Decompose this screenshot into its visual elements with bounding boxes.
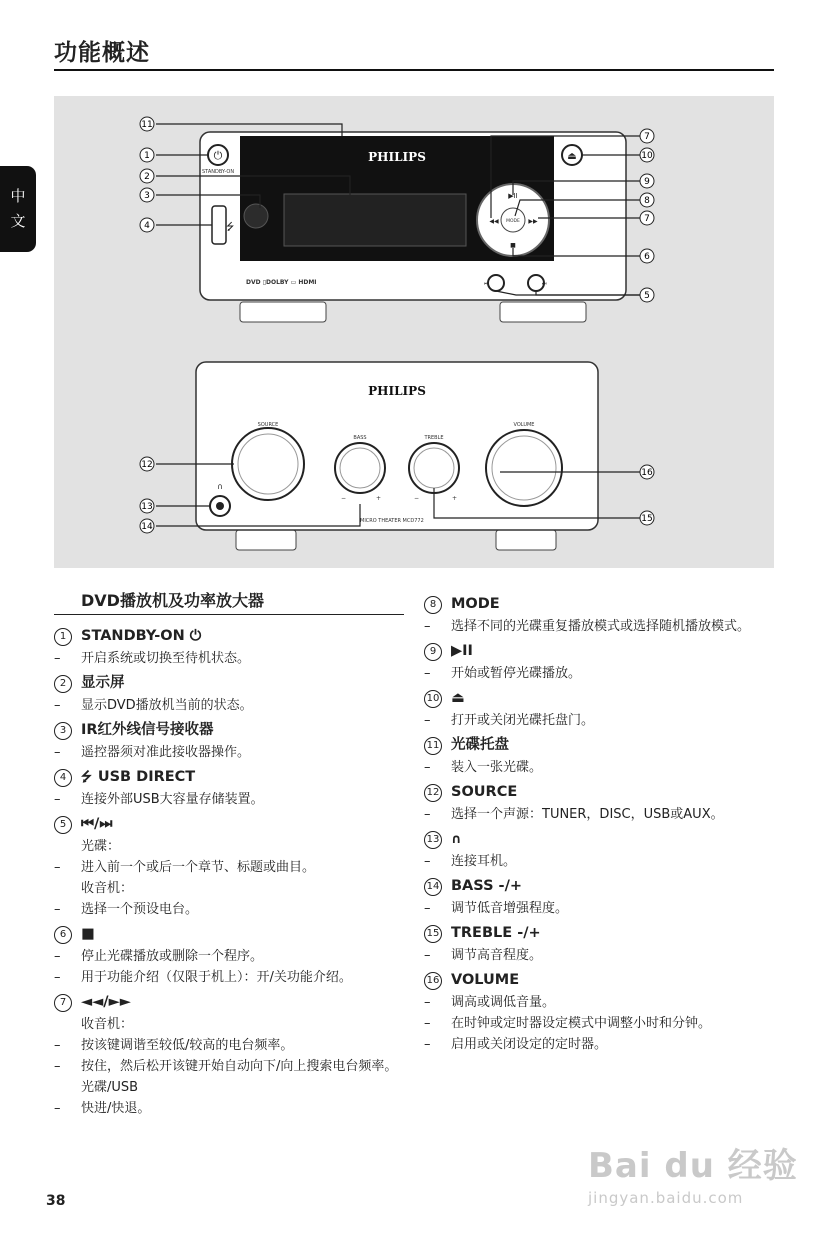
feature-description: – 按住，然后松开该键开始自动向下/向上搜索电台频率。 (54, 1056, 404, 1077)
callout-15: 15 (641, 514, 653, 524)
section-title: DVD播放机及功率放大器 (54, 590, 404, 615)
feature-description: 收音机： (81, 881, 134, 896)
feature-description: – 调高或调低音量。 (424, 992, 774, 1013)
feature-number: 16 (424, 972, 442, 990)
feature-title: VOLUME (451, 972, 520, 988)
feature-description: – 按该键调谐至较低/较高的电台频率。 (54, 1035, 404, 1056)
power-icon: ⏻ (213, 149, 223, 162)
feature-title: USB DIRECT (97, 769, 196, 785)
feature-description: – 调节高音程度。 (424, 945, 774, 966)
feature-description: – 装入一张光碟。 (424, 757, 774, 778)
volume-label: VOLUME (513, 422, 535, 428)
callout-10: 10 (641, 151, 653, 161)
feature-title: 显示屏 (81, 675, 125, 691)
bass-label: BASS (353, 435, 367, 441)
page-title: 功能概述 (54, 40, 150, 66)
feature-heading (424, 969, 774, 992)
feature-title: ⏮/⏭ (81, 816, 113, 832)
treble-label: TREBLE (424, 435, 444, 441)
svg-text:+: + (376, 495, 382, 502)
feature-description: – 快进/快退。 (54, 1098, 404, 1119)
feature-heading (54, 766, 404, 789)
feature-title: IR红外线信号接收器 (81, 722, 214, 738)
usb-icon: ⭍ (81, 770, 92, 785)
headphones-icon: ∩ (451, 832, 462, 847)
svg-text:+: + (452, 495, 458, 502)
feature-heading (424, 875, 774, 898)
feature-number: 9 (424, 643, 442, 661)
model-label: MICRO THEATER MCD772 (360, 518, 424, 524)
rewind-icon: ◀◀ (489, 218, 499, 225)
top-brand: PHILIPS (368, 150, 426, 164)
mode-label: MODE (506, 219, 520, 224)
feature-heading (54, 991, 404, 1014)
callout-11: 11 (141, 120, 153, 130)
feature-heading (424, 734, 774, 757)
callout-7b: 7 (644, 214, 650, 224)
feature-description: – 调节低音增强程度。 (424, 898, 774, 919)
feature-description: – 停止光碟播放或删除一个程序。 (54, 946, 404, 967)
feature-number: 12 (424, 784, 442, 802)
feature-title: TREBLE -/+ (451, 925, 541, 941)
feature-description: – 遥控器须对准此接收器操作。 (54, 742, 404, 763)
language-tab (0, 166, 36, 252)
feature-description: – 连接耳机。 (424, 851, 774, 872)
device-drawing (54, 96, 774, 568)
language-tab-char-2: 文 (10, 212, 26, 230)
feature-title: BASS -/+ (451, 878, 523, 894)
previous-icon: ⏮ (484, 281, 489, 287)
feature-heading (424, 687, 774, 710)
feature-heading (54, 813, 404, 836)
callout-3: 3 (144, 191, 150, 201)
feature-number: 4 (54, 769, 72, 787)
feature-title: ▶II (451, 643, 473, 659)
display-screen (284, 194, 466, 246)
feature-description: – 选择一个声源：TUNER，DISC，USB或AUX。 (424, 804, 774, 825)
feature-description: – 打开或关闭光碟托盘门。 (424, 710, 774, 731)
feature-heading (54, 672, 404, 695)
callout-4: 4 (144, 221, 150, 231)
feature-title: STANDBY-ON ⏻ (81, 628, 202, 644)
feature-number: 11 (424, 737, 442, 755)
device-illustration (54, 96, 774, 568)
callout-6: 6 (644, 252, 650, 262)
feature-title: ◄◄/►► (81, 994, 131, 1010)
feature-description: – 进入前一个或后一个章节、标题或曲目。 (54, 857, 404, 878)
page-number: 38 (46, 1193, 66, 1209)
feature-heading (424, 781, 774, 804)
svg-text:−: − (414, 495, 420, 502)
feature-heading (54, 719, 404, 742)
watermark (588, 1138, 798, 1207)
feature-heading (424, 922, 774, 945)
play-pause-icon: ▶II (508, 192, 518, 200)
callout-16: 16 (641, 468, 653, 478)
usb-port (212, 206, 226, 244)
standby-label: STANDBY-ON (202, 169, 235, 175)
feature-description: 光碟： (81, 839, 121, 854)
feature-description: – 用于功能介绍（仅限于机上）：开/关功能介绍。 (54, 967, 404, 988)
next-icon: ⏭ (542, 281, 547, 287)
feature-number: 2 (54, 675, 72, 693)
right-column (424, 590, 774, 1055)
ir-sensor (244, 204, 268, 228)
forward-icon: ▶▶ (528, 218, 538, 225)
eject-icon: ⏏ (567, 151, 577, 162)
bottom-brand: PHILIPS (368, 384, 426, 398)
feature-description: 收音机： (81, 1017, 134, 1032)
feature-title: ■ (81, 926, 95, 942)
feature-description: – 在时钟或定时器设定模式中调整小时和分钟。 (424, 1013, 774, 1034)
feature-heading (54, 923, 404, 946)
feature-description: – 开始或暂停光碟播放。 (424, 663, 774, 684)
feature-title: 光碟托盘 (451, 737, 509, 753)
feature-heading (54, 625, 404, 648)
feature-description: 光碟/USB (81, 1080, 139, 1095)
feature-title: MODE (451, 596, 500, 612)
callout-12: 12 (141, 460, 153, 470)
language-tab-char-1: 中 (10, 187, 26, 205)
left-item-list (54, 625, 404, 1119)
dvd-player-unit (200, 132, 626, 322)
feature-number: 8 (424, 596, 442, 614)
callout-1: 1 (144, 151, 150, 161)
feature-number: 1 (54, 628, 72, 646)
feature-description: – 选择一个预设电台。 (54, 899, 404, 920)
feature-description: – 开启系统或切换至待机状态。 (54, 648, 404, 669)
feature-number: 15 (424, 925, 442, 943)
feature-number: 14 (424, 878, 442, 896)
feature-number: 7 (54, 994, 72, 1012)
callout-9: 9 (644, 177, 650, 187)
headphones-icon: ∩ (217, 482, 223, 491)
feature-number: 6 (54, 926, 72, 944)
callout-2: 2 (144, 172, 150, 182)
feature-number: 5 (54, 816, 72, 834)
callout-13: 13 (141, 502, 153, 512)
callout-7a: 7 (644, 132, 650, 142)
amplifier-unit (196, 362, 598, 550)
callout-5: 5 (644, 291, 650, 301)
feature-description: – 连接外部USB大容量存储装置。 (54, 789, 404, 810)
title-divider (54, 69, 774, 71)
feature-title: ⏏ (451, 690, 465, 706)
left-column (54, 590, 404, 1119)
feature-heading (424, 593, 774, 616)
svg-text:−: − (341, 495, 347, 502)
feature-number: 13 (424, 831, 442, 849)
callout-14: 14 (141, 522, 153, 532)
feature-heading (424, 640, 774, 663)
source-label: SOURCE (257, 422, 279, 428)
right-item-list (424, 593, 774, 1055)
usb-icon: ⭍ (226, 222, 235, 233)
feature-heading (424, 828, 774, 851)
stop-icon: ■ (510, 242, 516, 249)
feature-description: – 选择不同的光碟重复播放模式或选择随机播放模式。 (424, 616, 774, 637)
watermark-url: jingyan.baidu.com (588, 1189, 744, 1207)
feature-description: – 启用或关闭设定的定时器。 (424, 1034, 774, 1055)
logo-strip: DVD ▯DOLBY ▭ HDMI (246, 279, 317, 286)
callout-8: 8 (644, 196, 650, 206)
feature-number: 10 (424, 690, 442, 708)
feature-title: SOURCE (451, 784, 518, 800)
feature-description: – 显示DVD播放机当前的状态。 (54, 695, 404, 716)
watermark-main: Bai du 经验 (588, 1146, 798, 1186)
feature-number: 3 (54, 722, 72, 740)
